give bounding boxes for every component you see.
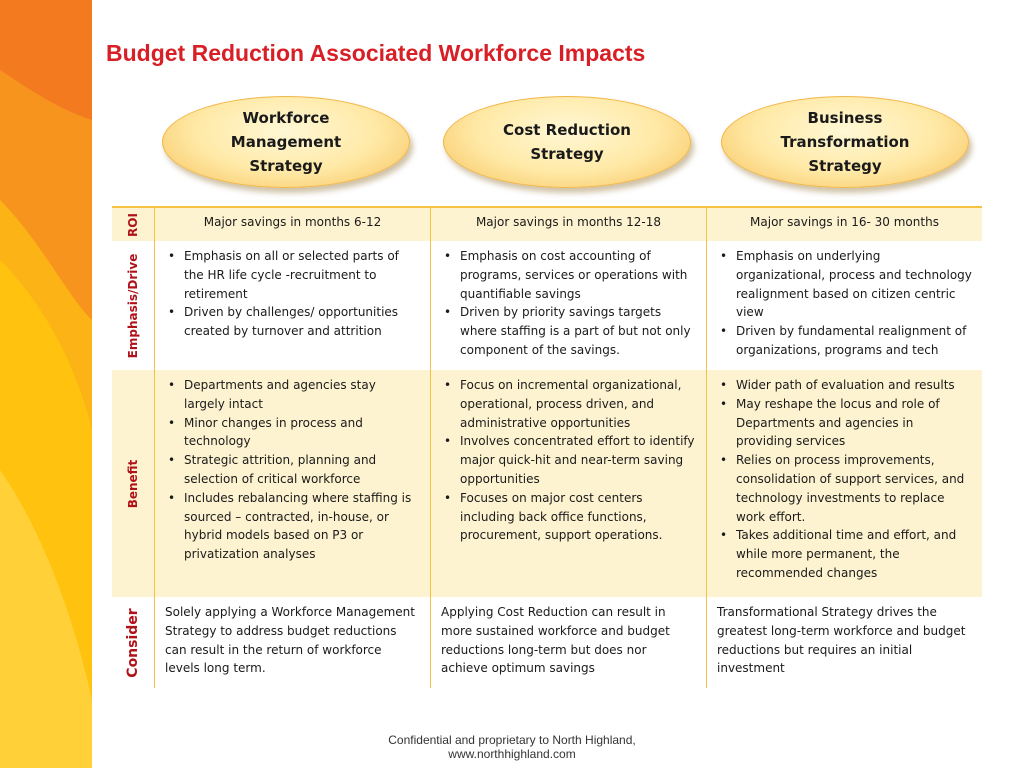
- row-header-consider: Consider: [112, 597, 155, 688]
- footer: [330, 733, 694, 761]
- roi-cell: Major savings in months 6-12: [155, 208, 431, 241]
- list-item: • Driven by challenges/ opportunities created by turnover and attrition: [165, 303, 420, 341]
- list-item: • Driven by fundamental realignment of organizations, programs and tech: [717, 322, 972, 360]
- benefit-cell: [707, 370, 982, 597]
- list-item: • Emphasis on cost accounting of programs, services or operations with quantifiable savings: [441, 247, 696, 303]
- strategy-oval-cost: Cost Reduction Strategy: [443, 96, 691, 188]
- list-item: • Relies on process improvements, consolidation of support services, and technology investments to replace work effort.: [717, 451, 972, 526]
- consider-cell: Applying Cost Reduction can result in more sustained workforce and budget reductions long-term but does nor achieve optimum savings: [431, 597, 707, 688]
- roi-cell: Major savings in 16- 30 months: [750, 215, 939, 229]
- row-benefit: [112, 370, 982, 597]
- list-item: • May reshape the locus and role of Departments and agencies in providing services: [717, 395, 972, 451]
- list-item: • Involves concentrated effort to identify major quick-hit and near-term saving opportunities: [441, 432, 696, 488]
- row-consider: [112, 597, 982, 688]
- footer-line-2: www.northhighland.com: [448, 747, 576, 761]
- row-roi: [112, 206, 982, 241]
- list-item: • Emphasis on all or selected parts of the HR life cycle -recruitment to retirement: [165, 247, 420, 303]
- strategy-oval-workforce: Workforce Management Strategy: [162, 96, 410, 188]
- emphasis-cell: [431, 241, 707, 370]
- consider-cell: Transformational Strategy drives the greatest long-term workforce and budget reductions but requires an initial investment: [717, 605, 966, 676]
- list-item: • Includes rebalancing where staffing is sourced – contracted, in-house, or hybrid models based on P3 or privatization analyses: [165, 489, 420, 564]
- footer-line-1: Confidential and proprietary to North Highland,: [388, 733, 636, 747]
- list-item: • Focuses on major cost centers including back office functions, procurement, support operations.: [441, 489, 696, 545]
- roi-cell: Major savings in months 12-18: [431, 208, 707, 241]
- emphasis-cell: [707, 241, 982, 370]
- row-header-emphasis: Emphasis/Drive: [112, 241, 155, 370]
- list-item: • Takes additional time and effort, and while more permanent, the recommended changes: [717, 526, 972, 582]
- row-header-benefit: Benefit: [112, 370, 155, 597]
- emphasis-cell: [155, 241, 431, 370]
- page-title: Budget Reduction Associated Workforce Impacts: [106, 40, 646, 66]
- list-item: • Minor changes in process and technology: [165, 414, 420, 452]
- strategy-oval-business: Business Transformation Strategy: [721, 96, 969, 188]
- list-item: • Strategic attrition, planning and selection of critical workforce: [165, 451, 420, 489]
- list-item: • Driven by priority savings targets where staffing is a part of but not only component of the savings.: [441, 303, 696, 359]
- list-item: • Emphasis on underlying organizational, process and technology realignment based on citizen centric view: [717, 247, 972, 322]
- row-emphasis: [112, 241, 982, 370]
- row-header-roi: ROI: [112, 208, 155, 241]
- benefit-cell: [155, 370, 431, 597]
- consider-cell: Solely applying a Workforce Management Strategy to address budget reductions can result in the return of workforce levels long term.: [155, 597, 431, 688]
- list-item: • Focus on incremental organizational, operational, process driven, and administrative opportunities: [441, 376, 696, 432]
- list-item: • Departments and agencies stay largely intact: [165, 376, 420, 414]
- benefit-cell: [431, 370, 707, 597]
- decorative-orange-swoosh: [0, 0, 92, 768]
- list-item: • Wider path of evaluation and results: [717, 376, 972, 395]
